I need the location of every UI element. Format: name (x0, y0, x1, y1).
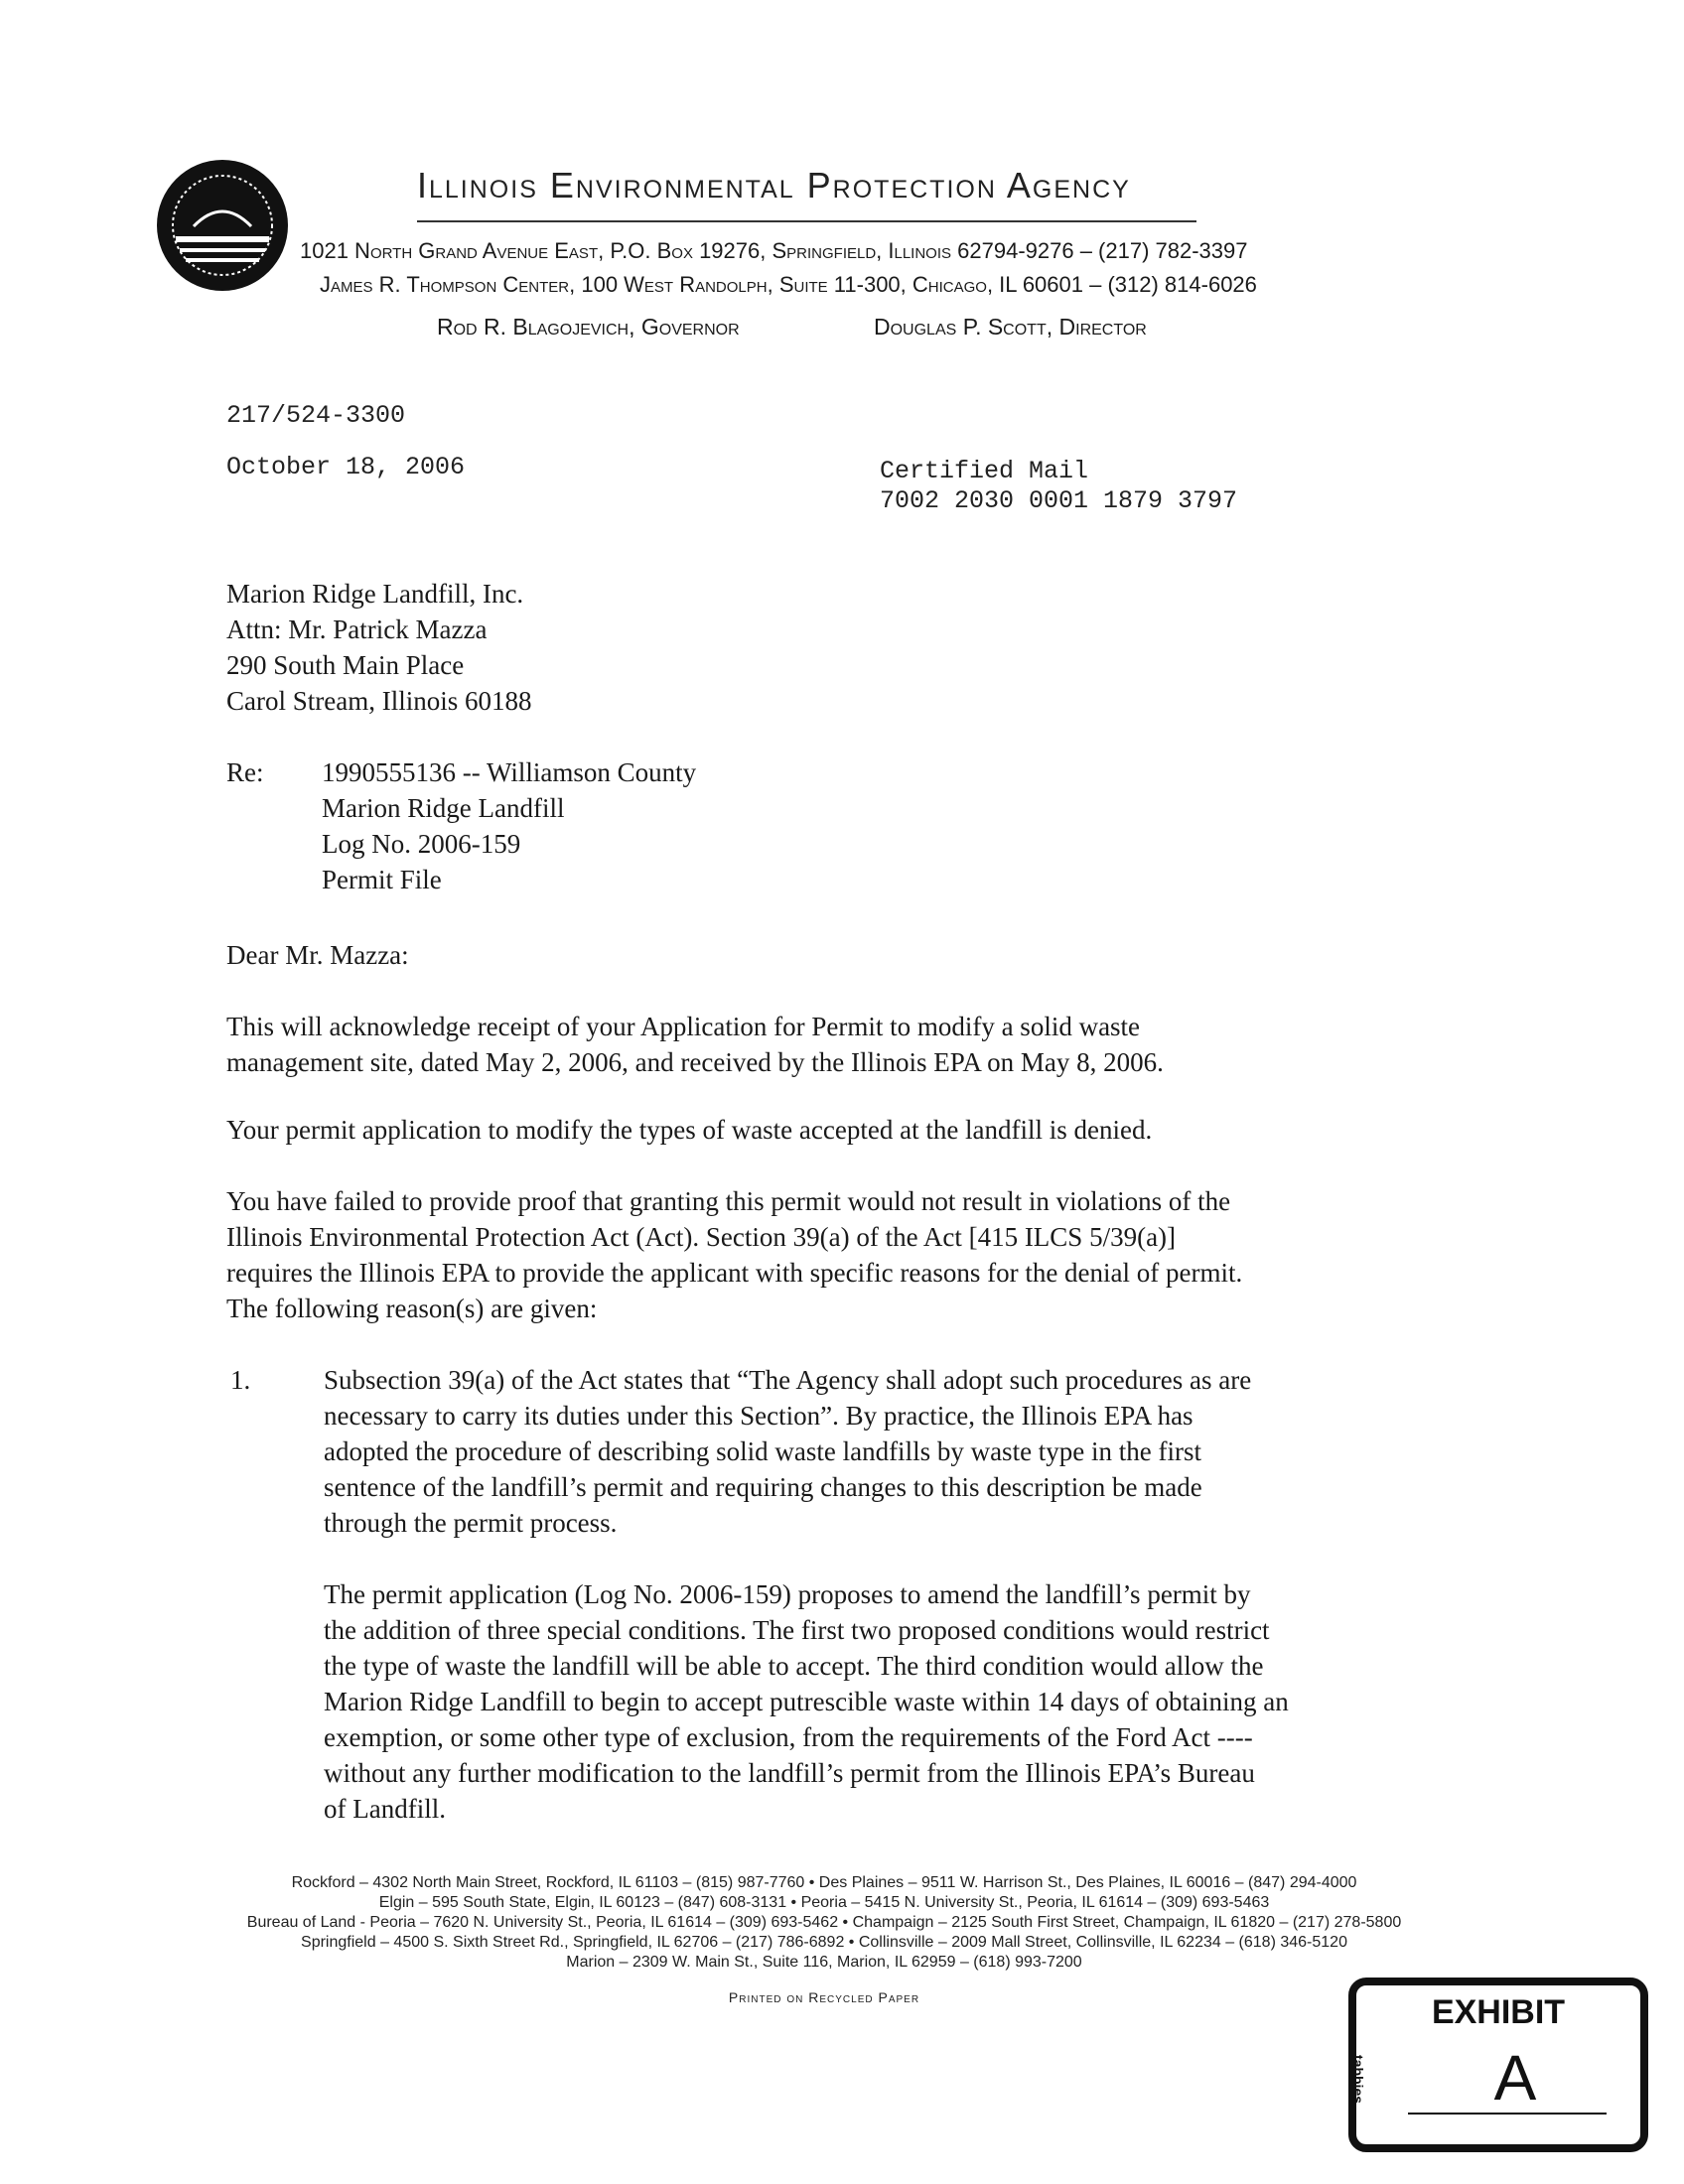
text-line: Subsection 39(a) of the Act states that “The Agency shall adopt such procedures as are (324, 1365, 1252, 1395)
text-line: sentence of the landfill’s permit and requiring changes to this description be made (324, 1472, 1202, 1502)
re-line: Log No. 2006-159 (322, 829, 521, 859)
certified-mail-label: Certified Mail (880, 457, 1089, 485)
agency-name: Illinois Environmental Protection Agency (417, 165, 1131, 205)
exhibit-title: EXHIBIT (1431, 1993, 1566, 2031)
reason-number: 1. (230, 1365, 251, 1395)
footer-offices-line: Rockford – 4302 North Main Street, Rockford, IL 61103 – (815) 987-7760 • Des Plaines – 9511 W. Harrison St., Des Plaines, IL 60016 – (847) 294-4000 (291, 1874, 1357, 1891)
text-line: requires the Illinois EPA to provide the applicant with specific reasons for the denial of permit. (226, 1258, 1243, 1288)
certified-mail-number: 7002 2030 0001 1879 3797 (880, 486, 1238, 515)
paragraph-denial (226, 1112, 1152, 1148)
re-line: Permit File (322, 865, 442, 894)
re-subject (322, 754, 696, 897)
reference-phone: 217/524-3300 (226, 401, 406, 430)
text-line: The following reason(s) are given: (226, 1294, 598, 1323)
exhibit-brand: tabbies (1350, 2055, 1366, 2105)
text-line: management site, dated May 2, 2006, and received by the Illinois EPA on May 8, 2006. (226, 1047, 1164, 1077)
recipient-line: Marion Ridge Landfill, Inc. (226, 579, 524, 609)
agency-seal-icon (154, 157, 291, 294)
letter-date: October 18, 2006 (226, 453, 466, 481)
re-label: Re: (226, 757, 264, 787)
text-line: the type of waste the landfill will be able to accept. The third condition would allow the (324, 1651, 1264, 1681)
text-line: without any further modification to the landfill’s permit from the Illinois EPA’s Bureau (324, 1758, 1255, 1788)
re-line: Marion Ridge Landfill (322, 793, 565, 823)
text-line: You have failed to provide proof that granting this permit would not result in violations of the (226, 1186, 1231, 1216)
text-line: Illinois Environmental Protection Act (Act). Section 39(a) of the Act [415 ILCS 5/39(a)] (226, 1222, 1177, 1252)
text-line: the addition of three special conditions. The first two proposed conditions would restrict (324, 1615, 1270, 1645)
springfield-address: 1021 North Grand Avenue East, P.O. Box 19276, Springfield, Illinois 62794-9276 – (217) 782-3397 (300, 238, 1248, 263)
letterhead-divider (417, 220, 1196, 222)
recipient-address (226, 576, 531, 719)
recipient-line: Attn: Mr. Patrick Mazza (226, 614, 488, 644)
paragraph-reasons-intro (226, 1183, 1242, 1326)
salutation: Dear Mr. Mazza: (226, 940, 409, 970)
text-line: adopted the procedure of describing solid waste landfills by waste type in the first (324, 1436, 1202, 1466)
recycled-paper-note: Printed on Recycled Paper (728, 1989, 920, 2005)
text-line: This will acknowledge receipt of your Application for Permit to modify a solid waste (226, 1012, 1141, 1041)
text-line: Marion Ridge Landfill to begin to accept putrescible waste within 14 days of obtaining an (324, 1687, 1289, 1716)
text-line: through the permit process. (324, 1508, 618, 1538)
reason-paragraph-2 (324, 1576, 1289, 1827)
text-line: Your permit application to modify the types of waste accepted at the landfill is denied. (226, 1115, 1153, 1145)
text-line: necessary to carry its duties under this Section”. By practice, the Illinois EPA has (324, 1401, 1193, 1431)
footer-offices-line: Bureau of Land - Peoria – 7620 N. University St., Peoria, IL 61614 – (309) 693-5462 • Champaign – 2125 South First Street, Champaign, IL 61820 – (217) 278-5800 (246, 1914, 1402, 1931)
footer-offices-line: Springfield – 4500 S. Sixth Street Rd., Springfield, IL 62706 – (217) 786-6892 • Collinsville – 2009 Mall Street, Collinsville, IL 62234 – (618) 346-5120 (301, 1934, 1347, 1951)
chicago-address: James R. Thompson Center, 100 West Randolph, Suite 11-300, Chicago, IL 60601 – (312) 814-6026 (320, 272, 1257, 297)
exhibit-letter: A (1493, 2042, 1537, 2114)
director-name: Douglas P. Scott, Director (874, 314, 1147, 340)
exhibit-underline (1408, 2113, 1607, 2115)
re-line: 1990555136 -- Williamson County (322, 757, 697, 787)
paragraph-acknowledgement (226, 1009, 1164, 1080)
footer-offices-line: Elgin – 595 South State, Elgin, IL 60123 – (847) 608-3131 • Peoria – 5415 N. University St., Peoria, IL 61614 – (309) 693-5463 (378, 1894, 1270, 1911)
reason-paragraph-1 (324, 1362, 1251, 1541)
recipient-line: 290 South Main Place (226, 650, 465, 680)
governor-name: Rod R. Blagojevich, Governor (437, 314, 740, 340)
text-line: The permit application (Log No. 2006-159) proposes to amend the landfill’s permit by (324, 1579, 1251, 1609)
exhibit-sticker (1348, 1978, 1648, 2152)
text-line: exemption, or some other type of exclusion, from the requirements of the Ford Act ---- (324, 1722, 1253, 1752)
recipient-line: Carol Stream, Illinois 60188 (226, 686, 532, 716)
text-line: of Landfill. (324, 1794, 446, 1824)
footer-offices-line: Marion – 2309 W. Main St., Suite 116, Marion, IL 62959 – (618) 993-7200 (566, 1954, 1082, 1971)
